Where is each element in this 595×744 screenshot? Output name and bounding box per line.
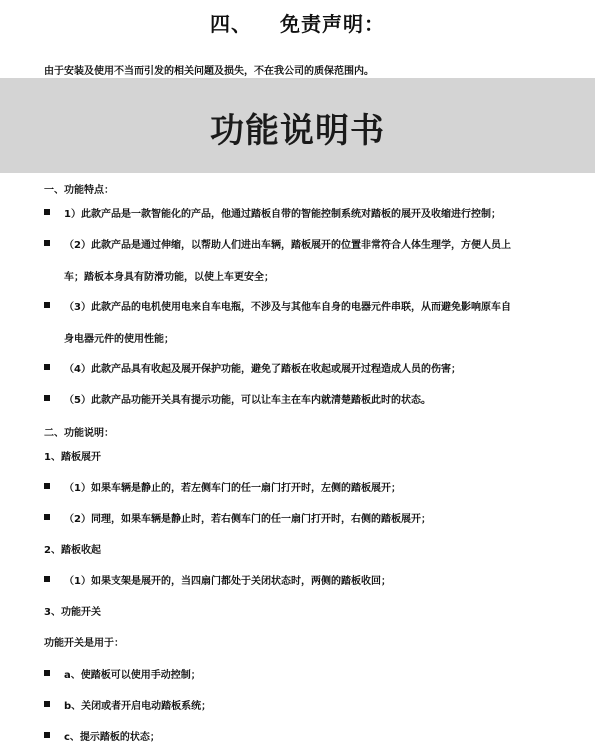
switch-intro: 功能开关是用于： [44,638,124,649]
features-heading: 一、功能特点： [44,185,114,196]
bullet-icon [44,209,50,215]
switch-item-a: a、使踏板可以使用手动控制； [64,670,201,681]
section-number: 四、 [210,12,252,36]
retract-item-1: （1）如果支架是展开的，当四扇门都处于关闭状态时，两侧的踏板收回； [64,576,391,587]
switch-item-b: b、关闭或者开启电动踏板系统； [64,701,212,712]
subsection-title-retract: 2、踏板收起 [44,545,101,556]
bullet-icon [44,364,50,370]
bullet-icon [44,576,50,582]
switch-item-c: c、提示踏板的状态； [64,732,160,743]
feature-item-3-line-1: （3）此款产品的电机使用电来自车电瓶，不涉及与其他车自身的电器元件串联，从而避免影响原车自 [64,302,511,313]
disclaimer-text: 由于安装及使用不当而引发的相关问题及损失，不在我公司的质保范围内。 [44,66,374,77]
feature-item-3-line-2: 身电器元件的使用性能； [64,334,174,345]
page-title: 功能说明书 [210,111,385,151]
feature-item-2-line-1: （2）此款产品是通过伸缩，以帮助人们进出车辆，踏板展开的位置非常符合人体生理学，方便人员上 [64,240,511,251]
deploy-item-1: （1）如果车辆是静止的，若左侧车门的任一扇门打开时，左侧的踏板展开； [64,483,401,494]
feature-item-4-line-1: （4）此款产品具有收起及展开保护功能，避免了踏板在收起或展开过程造成人员的伤害； [64,364,461,375]
bullet-icon [44,302,50,308]
section-title: 免责声明： [280,12,385,36]
bullet-icon [44,483,50,489]
functions-heading: 二、功能说明： [44,428,114,439]
subsection-title-switch: 3、功能开关 [44,607,101,618]
feature-item-5-line-1: （5）此款产品功能开关具有提示功能，可以让车主在车内就清楚踏板此时的状态。 [64,395,431,406]
subsection-title-deploy: 1、踏板展开 [44,452,101,463]
feature-item-1-line-1: 1）此款产品是一款智能化的产品，他通过踏板自带的智能控制系统对踏板的展开及收缩进行控制； [64,209,501,220]
bullet-icon [44,670,50,676]
feature-item-2-line-2: 车；踏板本身具有防滑功能，以使上车更安全； [64,272,274,283]
bullet-icon [44,701,50,707]
section-heading-disclaimer [0,8,595,37]
bullet-icon [44,240,50,246]
bullet-icon [44,395,50,401]
deploy-item-2: （2）同理，如果车辆是静止时，若右侧车门的任一扇门打开时，右侧的踏板展开； [64,514,431,525]
bullet-icon [44,514,50,520]
bullet-icon [44,732,50,738]
